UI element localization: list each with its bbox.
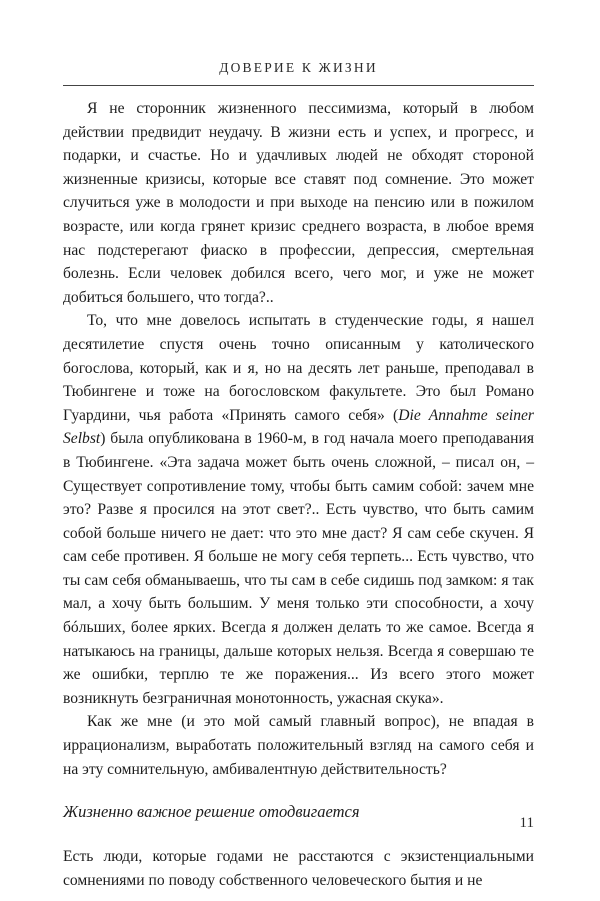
paragraph-2 — [63, 309, 534, 710]
paragraph-3: Как же мне (и это мой самый главный вопрос), не впадая в иррационализм, выработать положительный взгляд на самого себя и на эту сомнительную, амбивалентную действительность? — [63, 713, 534, 778]
paragraph-1: Я не сторонник жизненного пессимизма, который в любом действии предвидит неудачу. В жизни есть и успех, и прогресс, и подарки, и счастье. Но и удачливых людей не обходят стороной жизненные кризисы, которые все ставят под сомнение. Это может случиться уже в молодости и при выходе на пенсию или в пожилом возрасте, или когда грянет кризис среднего возраста, в любое время нас подстерегают фиаско в профессии, депрессия, смертельная болезнь. Если человек добился всего, чего мог, и уже не может добиться большего, что тогда?.. — [63, 100, 534, 306]
paragraph-2-text-before: То, что мне довелось испытать в студенческие годы, я нашел десятилетие спустя очень точно описанным у католического богослова, который, как и я, но на десять лет раньше, преподавал в Тюбингене и тоже на богословском факультете. Это был Романо Гуардини, чья работа «Принять самого себя» ( — [63, 312, 534, 424]
section-heading: Жизненно важное решение отодвигается — [63, 802, 360, 822]
page-body — [63, 97, 534, 892]
page-number: 11 — [519, 815, 534, 831]
running-head: ДОВЕРИЕ К ЖИЗНИ — [219, 60, 378, 75]
paragraph-4: Есть люди, которые годами не расстаются с экзистенциальными сомнениями по поводу собственного человеческого бытия и не — [63, 848, 534, 889]
header-rule — [63, 85, 534, 86]
paragraph-2-text-after: ) была опубликована в 1960-м, в год начала моего преподавания в Тюбингене. «Эта задача может быть очень сложной, – писал он, – Существует сопротивление тому, чтобы быть самим собой: зачем мне это? Разве я просился на этот свет?.. Есть чувство, что быть самим собой больше ничего не дает: что это мне даст? Я сам себе скучен. Я сам себе противен. Я больше не могу себя терпеть... Есть чувство, что ты сам себя обманываешь, что ты сам в себе сидишь под замком: я так мал, а хочу быть большим. У меня только эти способности, а хочу бóльших, более ярких. Всегда я должен делать то же самое. Всегда я натыкаюсь на границы, дальше которых нельзя. Всегда я совершаю те же ошибки, терплю те же поражения... Из всего этого может возникнуть безграничная монотонность, ужасная скука». — [63, 430, 534, 707]
book-title-german: Die Annahme seiner Selbst — [63, 406, 534, 448]
